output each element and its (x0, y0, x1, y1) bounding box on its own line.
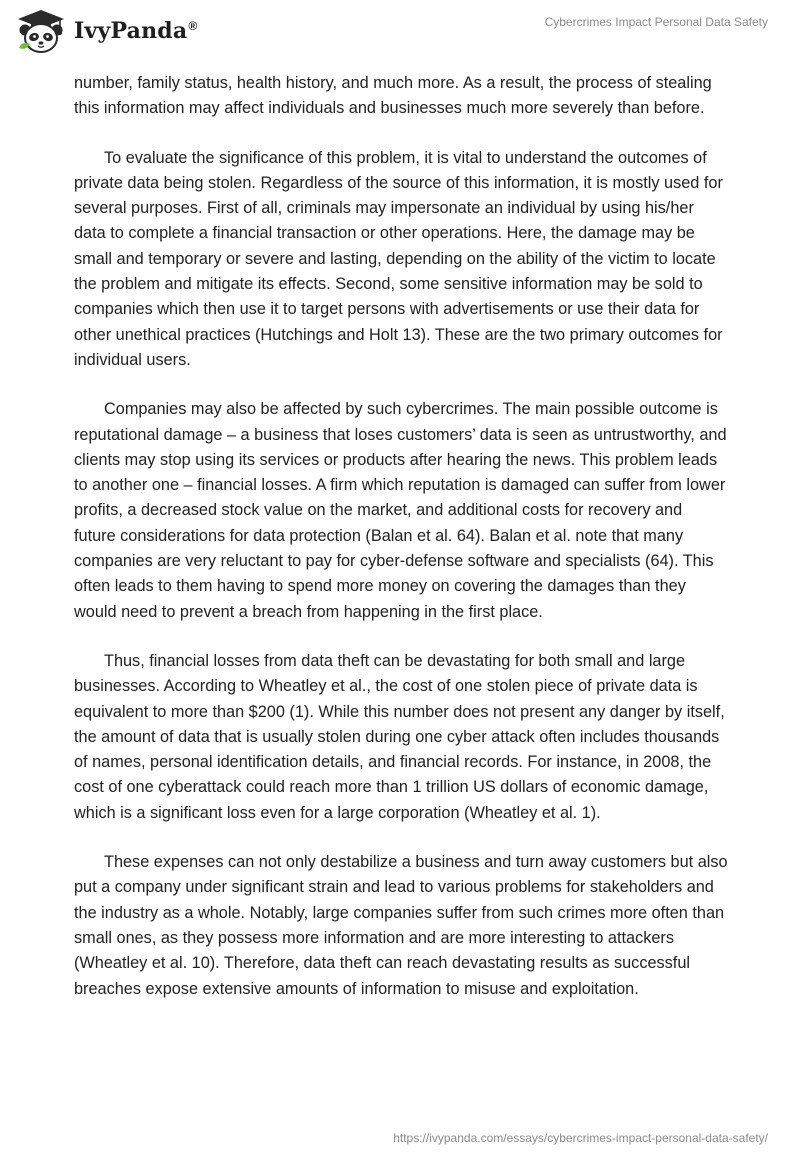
page-header (0, 0, 800, 64)
running-title: Cybercrimes Impact Personal Data Safety (544, 15, 768, 29)
panda-graduate-logo-icon (14, 8, 68, 54)
source-url[interactable]: https://ivypanda.com/essays/cybercrimes-impact-personal-data-safety/ (393, 1131, 768, 1145)
brand-logo[interactable] (14, 8, 197, 54)
paragraph-3: Companies may also be affected by such cybercrimes. The main possible outcome is reputational damage – a business that loses customers’ data is seen as untrustworthy, and clients may stop using its services or products after hearing the news. This problem leads to another one – financial losses. A firm which reputation is damaged can suffer from lower profits, a decreased stock value on the market, and additional costs for recovery and future considerations for data protection (Balan et al. 64). Balan et al. note that many companies are very reluctant to pay for cyber-defense software and specialists (64). This often leads to them having to spend more money on covering the damages than they would need to prevent a breach from happening in the first place. (74, 400, 727, 621)
brand-name: IvyPanda® (74, 18, 198, 44)
paragraph-4: Thus, financial losses from data theft can be devastating for both small and large businesses. According to Wheatley et al., the cost of one stolen piece of private data is equivalent to more than $200 (1). While this number does not present any danger by itself, the amount of data that is usually stolen during one cyber attack often includes thousands of names, personal identification details, and financial records. For instance, in 2008, the cost of one cyberattack could reach more than 1 trillion US dollars of economic damage, which is a significant loss even for a large corporation (Wheatley et al. 1). (74, 651, 725, 822)
essay-body (74, 71, 728, 1026)
paragraph-5: These expenses can not only destabilize a business and turn away customers but also put a company under significant strain and lead to various problems for stakeholders and the industry as a whole. Notably, large companies suffer from such crimes more often than small ones, as they possess more information and are more interesting to attackers (Wheatley et al. 10). Therefore, data theft can reach devastating results as successful breaches expose extensive amounts of information to misuse and exploitation. (74, 853, 728, 998)
paragraph-2: To evaluate the significance of this problem, it is vital to understand the outcomes of private data being stolen. Regardless of the source of this information, it is mostly used for several purposes. First of all, criminals may impersonate an individual by using his/her data to complete a financial transaction or other operations. Here, the damage may be small and temporary or severe and lasting, depending on the ability of the victim to locate the problem and mitigate its effects. Second, some sensitive information may be sold to companies which then use it to target persons with advertisements or use their data for other unethical practices (Hutchings and Holt 13). These are the two primary outcomes for individual users. (74, 148, 723, 369)
registered-mark: ® (188, 18, 198, 33)
paragraph-1: number, family status, health history, and much more. As a result, the process of stealing this information may affect individuals and businesses much more severely than before. (74, 74, 712, 118)
